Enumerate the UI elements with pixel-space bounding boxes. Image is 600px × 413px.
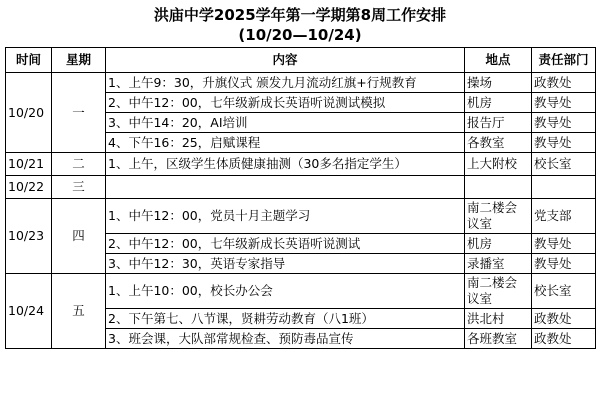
table-row: [6, 199, 596, 234]
table-row: [6, 176, 596, 199]
header-weekday: 星期: [52, 48, 106, 73]
header-dept: 责任部门: [532, 48, 596, 73]
dept-cell: 教导处: [532, 234, 596, 254]
dept-cell: 政教处: [532, 73, 596, 93]
date-cell: 10/21: [6, 153, 52, 176]
content-cell: 2、中午12：00，七年级新成长英语听说测试: [106, 234, 465, 254]
content-cell: 1、上午10：00，校长办公会: [106, 274, 465, 309]
date-cell: 10/24: [6, 274, 52, 349]
dept-cell: 政教处: [532, 329, 596, 349]
location-cell: 操场: [465, 73, 532, 93]
dept-cell: 政教处: [532, 309, 596, 329]
content-cell: [106, 176, 465, 199]
dept-cell: 教导处: [532, 93, 596, 113]
content-cell: 1、中午12：00，党员十月主题学习: [106, 199, 465, 234]
table-row: [6, 274, 596, 309]
location-cell: 机房: [465, 234, 532, 254]
dept-cell: [532, 176, 596, 199]
content-cell: 3、中午14：20，AI培训: [106, 113, 465, 133]
weekday-cell: 一: [52, 73, 106, 153]
dept-cell: 校长室: [532, 153, 596, 176]
header-location: 地点: [465, 48, 532, 73]
location-cell: 各班教室: [465, 329, 532, 349]
content-cell: 3、班会课，大队部常规检查、预防毒品宣传: [106, 329, 465, 349]
location-cell: 各教室: [465, 133, 532, 153]
content-cell: 4、下午16：25，启赋课程: [106, 133, 465, 153]
content-cell: 1、上午，区级学生体质健康抽测（30多名指定学生）: [106, 153, 465, 176]
page-title: 洪庙中学2025学年第一学期第8周工作安排: [153, 6, 447, 24]
weekday-cell: 五: [52, 274, 106, 349]
location-cell: [465, 176, 532, 199]
dept-cell: 教导处: [532, 113, 596, 133]
table-row: [6, 153, 596, 176]
location-cell: 录播室: [465, 254, 532, 274]
date-cell: 10/23: [6, 199, 52, 274]
date-cell: 10/22: [6, 176, 52, 199]
location-cell: 机房: [465, 93, 532, 113]
dept-cell: 校长室: [532, 274, 596, 309]
dept-cell: 党支部: [532, 199, 596, 234]
date-cell: 10/20: [6, 73, 52, 153]
page-subtitle-date-range: (10/20—10/24): [238, 26, 362, 44]
header-time: 时间: [6, 48, 52, 73]
schedule-table: [5, 47, 596, 349]
location-cell: 上大附校: [465, 153, 532, 176]
weekday-cell: 三: [52, 176, 106, 199]
location-cell: 南二楼会议室: [465, 199, 532, 234]
weekday-cell: 二: [52, 153, 106, 176]
location-cell: 报告厅: [465, 113, 532, 133]
location-cell: 南二楼会议室: [465, 274, 532, 309]
content-cell: 3、中午12：30，英语专家指导: [106, 254, 465, 274]
weekday-cell: 四: [52, 199, 106, 274]
header-content: 内容: [106, 48, 465, 73]
table-row: [6, 73, 596, 93]
content-cell: 1、上午9：30，升旗仪式 颁发九月流动红旗+行规教育: [106, 73, 465, 93]
content-cell: 2、下午第七、八节课，贤耕劳动教育（八1班）: [106, 309, 465, 329]
location-cell: 洪北村: [465, 309, 532, 329]
dept-cell: 教导处: [532, 133, 596, 153]
content-cell: 2、中午12：00，七年级新成长英语听说测试模拟: [106, 93, 465, 113]
dept-cell: 教导处: [532, 254, 596, 274]
table-header-row: [6, 48, 596, 73]
